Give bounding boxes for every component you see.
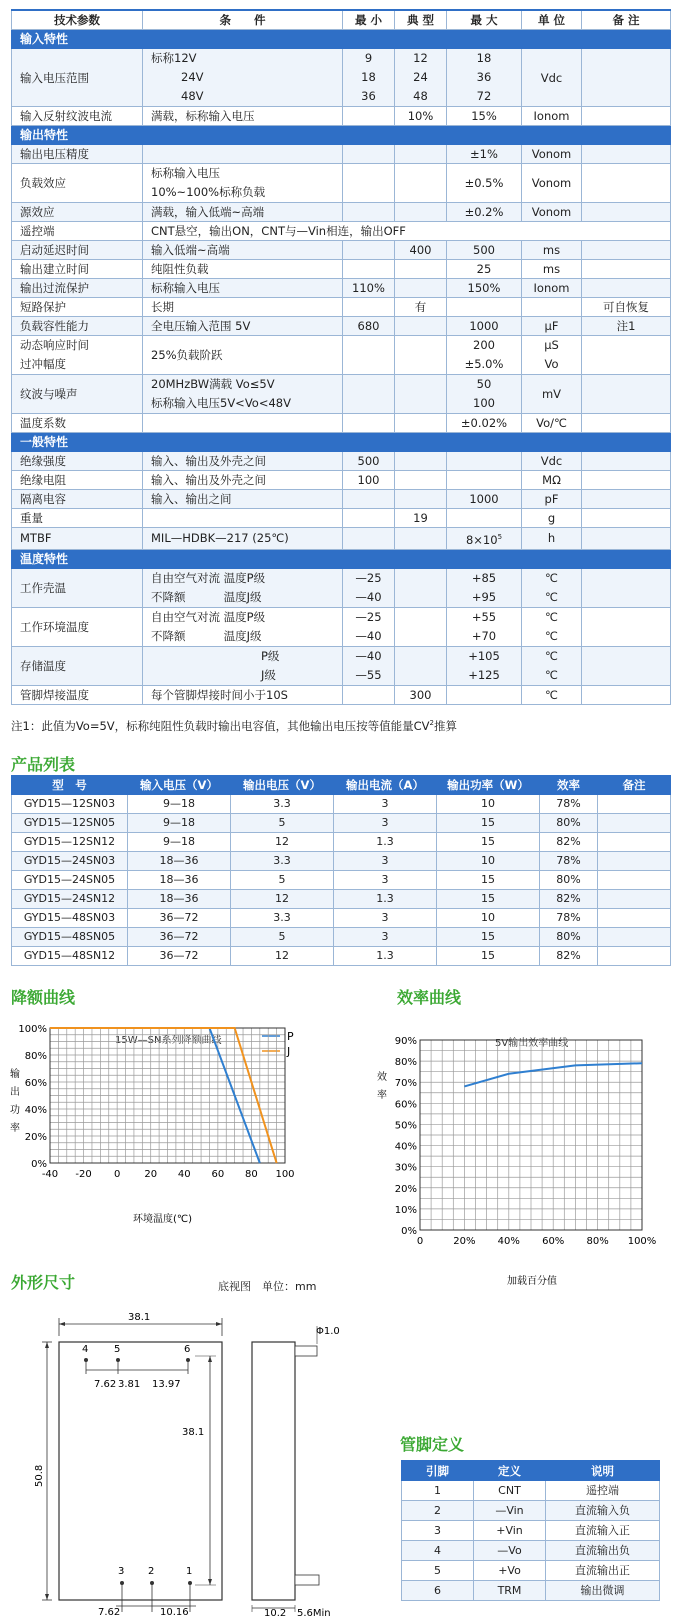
- pin-cell: TRM: [474, 1581, 546, 1601]
- section-temp: 温度特性: [12, 549, 671, 568]
- x-tick-label: 40: [177, 1169, 191, 1180]
- y-tick-label: 80%: [394, 1057, 417, 1069]
- efficiency-heading: 效率曲线: [397, 988, 462, 1007]
- param-cell: 存储温度: [12, 646, 143, 685]
- product-cell: 15: [437, 947, 540, 966]
- pin-cell: 3: [402, 1521, 474, 1541]
- product-cell: 9—18: [128, 833, 231, 852]
- unit-cell: μS Vo: [522, 336, 582, 375]
- unit-cell: pF: [522, 490, 582, 509]
- product-cell: GYD15—12SN05: [12, 814, 128, 833]
- product-header: 备注: [598, 776, 671, 795]
- product-cell: 80%: [540, 928, 598, 947]
- unit-cell: Vonom: [522, 203, 582, 222]
- product-cell: GYD15—24SN05: [12, 871, 128, 890]
- product-cell: 18—36: [128, 871, 231, 890]
- pin-label: 2: [148, 1566, 155, 1577]
- y-tick-label: 80%: [24, 1051, 47, 1062]
- product-cell: [598, 871, 671, 890]
- unit-cell: mV: [522, 375, 582, 414]
- x-tick-label: 0: [416, 1236, 424, 1247]
- cond-cell: 满载，标称输入电压: [143, 107, 343, 126]
- pin-cell: 遥控端: [546, 1481, 660, 1501]
- unit-cell: ℃: [522, 685, 582, 704]
- dimension-drawing: [30, 1300, 370, 1617]
- y-tick-label: 10%: [394, 1204, 417, 1216]
- typ-cell: 12 24 48: [395, 49, 447, 107]
- param-cell: 工作环境温度: [12, 607, 143, 646]
- param-cell: 遥控端: [12, 222, 143, 241]
- product-cell: 15: [437, 814, 540, 833]
- legend-p: P: [287, 1030, 294, 1043]
- spec-header: 备 注: [582, 10, 671, 30]
- param-cell: 负载容性能力: [12, 317, 143, 336]
- x-tick-label: -20: [75, 1169, 92, 1180]
- dim-13-97: 13.97: [152, 1379, 181, 1390]
- product-cell: [598, 852, 671, 871]
- product-cell: 12: [231, 833, 334, 852]
- side-pin-top: [295, 1346, 317, 1356]
- pin-cell: —Vin: [474, 1501, 546, 1521]
- x-tick-label: 0: [113, 1169, 121, 1180]
- pin-header: 引脚: [402, 1461, 474, 1481]
- max-cell: $8\times 10^5$: [447, 528, 522, 550]
- y-tick-label: 30%: [394, 1162, 417, 1174]
- table-row: [12, 871, 671, 890]
- product-cell: 10: [437, 909, 540, 928]
- product-cell: 80%: [540, 871, 598, 890]
- param-cell: 纹波与噪声: [12, 375, 143, 414]
- y-tick-label: 0%: [31, 1159, 47, 1170]
- pin-header: 定义: [474, 1461, 546, 1481]
- product-cell: 15: [437, 833, 540, 852]
- pin-cell: 6: [402, 1581, 474, 1601]
- product-cell: [598, 833, 671, 852]
- pin-cell: 4: [402, 1541, 474, 1561]
- cond-cell: P级 J级: [143, 646, 343, 685]
- pin-cell: 直流输入正: [546, 1521, 660, 1541]
- unit-cell: Ionom: [522, 107, 582, 126]
- spec-table: [11, 9, 671, 705]
- cond-cell: 自由空气对流 温度P级 不降额 温度J级: [143, 568, 343, 607]
- product-cell: 1.3: [334, 833, 437, 852]
- pin-cell: CNT: [474, 1481, 546, 1501]
- spec-header: 技术参数: [12, 10, 143, 30]
- min-cell: —25 —40: [343, 568, 395, 607]
- svg-text:功: 功: [10, 1105, 20, 1116]
- cond-cell: 长期: [143, 298, 343, 317]
- derating-legend: [262, 1030, 294, 1058]
- unit-cell: ℃ ℃: [522, 568, 582, 607]
- product-cell: 82%: [540, 947, 598, 966]
- param-cell: 输出过流保护: [12, 279, 143, 298]
- max-cell: +55 +70: [447, 607, 522, 646]
- table-row: [402, 1561, 660, 1581]
- product-cell: 15: [437, 928, 540, 947]
- product-cell: 36—72: [128, 947, 231, 966]
- product-list-heading: 产品列表: [11, 755, 76, 774]
- dim-5-6min: 5.6Min: [297, 1608, 331, 1617]
- param-cell: 隔离电容: [12, 490, 143, 509]
- y-tick-label: 40%: [24, 1105, 47, 1116]
- unit-cell: g: [522, 509, 582, 528]
- efficiency-ylabel: [377, 1070, 387, 1101]
- note-cell: 可自恢复: [582, 298, 671, 317]
- product-cell: 18—36: [128, 890, 231, 909]
- max-cell: ±0.2%: [447, 203, 522, 222]
- y-tick-label: 60%: [394, 1099, 417, 1111]
- cond-cell: 标称输入电压: [143, 279, 343, 298]
- product-header: 输出电压（V）: [231, 776, 334, 795]
- y-tick-label: 70%: [394, 1078, 417, 1090]
- product-table: [11, 775, 671, 966]
- product-cell: 80%: [540, 814, 598, 833]
- svg-text:率: 率: [10, 1123, 20, 1134]
- pin-cell: 直流输入负: [546, 1501, 660, 1521]
- product-cell: 10: [437, 852, 540, 871]
- max-cell: +105 +125: [447, 646, 522, 685]
- product-cell: 15: [437, 890, 540, 909]
- param-input-voltage: 输入电压范围: [12, 49, 143, 107]
- product-cell: 3: [334, 928, 437, 947]
- product-cell: GYD15—24SN03: [12, 852, 128, 871]
- product-cell: 5: [231, 871, 334, 890]
- y-tick-label: 0%: [401, 1226, 417, 1237]
- pin-label: 5: [114, 1344, 121, 1355]
- unit-cell: MΩ: [522, 471, 582, 490]
- unit-cell: μF: [522, 317, 582, 336]
- unit-cell: ℃ ℃: [522, 646, 582, 685]
- product-cell: 82%: [540, 890, 598, 909]
- max-cell: 18 36 72: [447, 49, 522, 107]
- product-cell: 18—36: [128, 852, 231, 871]
- product-cell: 3: [334, 871, 437, 890]
- param-cell: 输出电压精度: [12, 145, 143, 164]
- table-row: [12, 909, 671, 928]
- x-tick-label: 60%: [542, 1236, 565, 1247]
- dim-7-62-top: 7.62: [94, 1379, 117, 1390]
- pin-header: 说明: [546, 1461, 660, 1481]
- spec-header: 条 件: [143, 10, 343, 30]
- spec-header: 典 型: [395, 10, 447, 30]
- max-cell: 1000: [447, 317, 522, 336]
- product-header: 型 号: [12, 776, 128, 795]
- cond-cell: MIL—HDBK—217 (25℃): [143, 528, 343, 550]
- param-cell: 绝缘电阻: [12, 471, 143, 490]
- x-tick-label: -40: [41, 1169, 59, 1180]
- param-cell: 绝缘强度: [12, 452, 143, 471]
- max-cell: 25: [447, 260, 522, 279]
- pin-cell: 直流输出负: [546, 1541, 660, 1561]
- product-cell: 3: [334, 795, 437, 814]
- product-cell: 10: [437, 795, 540, 814]
- table-row: [12, 852, 671, 871]
- pin-def-heading: 管脚定义: [400, 1435, 465, 1454]
- param-cell: 重量: [12, 509, 143, 528]
- product-header: 效率: [540, 776, 598, 795]
- min-cell: 9 18 36: [343, 49, 395, 107]
- cond-cell: 25%负载阶跃: [143, 336, 343, 375]
- product-cell: 5: [231, 928, 334, 947]
- footnote: 注1：此值为Vo=5V，标称纯阻性负载时输出电容值，其他输出电压按等值能量$CV^2$推算: [11, 719, 458, 733]
- min-cell: 110%: [343, 279, 395, 298]
- y-tick-label: 50%: [394, 1120, 417, 1132]
- product-cell: GYD15—48SN05: [12, 928, 128, 947]
- pin-cell: 5: [402, 1561, 474, 1581]
- product-cell: 3.3: [231, 909, 334, 928]
- pin-label: 6: [184, 1344, 191, 1355]
- product-cell: [598, 814, 671, 833]
- pin-label: 1: [186, 1566, 193, 1577]
- cond-cell: 输入低端~高端: [143, 241, 343, 260]
- product-cell: 78%: [540, 909, 598, 928]
- unit-cell: Vonom: [522, 145, 582, 164]
- product-cell: GYD15—12SN03: [12, 795, 128, 814]
- x-tick-label: 20: [144, 1169, 158, 1180]
- typ-cell: 300: [395, 685, 447, 704]
- pin-label: 4: [82, 1344, 89, 1355]
- y-tick-label: 60%: [24, 1078, 47, 1089]
- product-header: 输出功率（W）: [437, 776, 540, 795]
- pin-cell: 1: [402, 1481, 474, 1501]
- efficiency-chart: [370, 1020, 680, 1290]
- product-cell: 9—18: [128, 814, 231, 833]
- max-cell: ±0.5%: [447, 164, 522, 203]
- param-cell: 负载效应: [12, 164, 143, 203]
- product-cell: 12: [231, 890, 334, 909]
- cond-cell: 20MHzBW满载 Vo≤5V 标称输入电压5V<Vo<48V: [143, 375, 343, 414]
- cond-cell: 输入、输出之间: [143, 490, 343, 509]
- dimensions-subtitle: 底视图 单位：mm: [218, 1280, 317, 1293]
- dim-3-81: 3.81: [118, 1379, 141, 1390]
- table-row: [402, 1481, 660, 1501]
- cond-cell: 输入、输出及外壳之间: [143, 471, 343, 490]
- dim-pin-diameter: Φ1.0: [316, 1326, 340, 1337]
- product-cell: [598, 947, 671, 966]
- product-cell: GYD15—48SN12: [12, 947, 128, 966]
- x-tick-label: 20%: [453, 1236, 476, 1247]
- note-cell: 注1: [582, 317, 671, 336]
- product-cell: 1.3: [334, 947, 437, 966]
- pin-table: [401, 1460, 660, 1601]
- table-row: [12, 947, 671, 966]
- cond-cell: 标称输入电压 10%~100%标称负载: [143, 164, 343, 203]
- min-cell: —40 —55: [343, 646, 395, 685]
- derating-heading: 降额曲线: [11, 988, 76, 1007]
- derating-xlabel: 环境温度(℃): [133, 1214, 193, 1225]
- cond-cell: CNT悬空，输出ON，CNT与—Vin相连，输出OFF: [143, 222, 671, 241]
- product-cell: 1.3: [334, 890, 437, 909]
- product-cell: 9—18: [128, 795, 231, 814]
- table-row: [12, 833, 671, 852]
- unit-cell: ℃ ℃: [522, 607, 582, 646]
- unit-cell: Vdc: [522, 49, 582, 107]
- product-cell: GYD15—24SN12: [12, 890, 128, 909]
- product-cell: 36—72: [128, 909, 231, 928]
- dim-10-16: 10.16: [160, 1607, 189, 1617]
- typ-cell: 19: [395, 509, 447, 528]
- unit-cell: h: [522, 528, 582, 550]
- unit-cell: ms: [522, 260, 582, 279]
- pin-cell: 直流输出正: [546, 1561, 660, 1581]
- unit-cell: ms: [522, 241, 582, 260]
- param-cell: MTBF: [12, 528, 143, 550]
- param-cell: 输出建立时间: [12, 260, 143, 279]
- max-cell: 15%: [447, 107, 522, 126]
- dim-height: 50.8: [34, 1464, 45, 1487]
- table-row: [12, 928, 671, 947]
- module-body-bottom-view: [59, 1342, 222, 1600]
- table-row: [402, 1501, 660, 1521]
- cond-cell: 输入、输出及外壳之间: [143, 452, 343, 471]
- product-cell: [598, 928, 671, 947]
- svg-text:输: 输: [10, 1069, 20, 1080]
- product-cell: 15: [437, 871, 540, 890]
- max-cell: 500: [447, 241, 522, 260]
- product-cell: 3.3: [231, 795, 334, 814]
- derating-ylabel: [10, 1067, 20, 1134]
- min-cell: 500: [343, 452, 395, 471]
- table-row: [12, 795, 671, 814]
- unit-cell: Vonom: [522, 164, 582, 203]
- spec-header: 最 大: [447, 10, 522, 30]
- unit-cell: Vo/℃: [522, 414, 582, 433]
- table-row: [12, 814, 671, 833]
- min-cell: —25 —40: [343, 607, 395, 646]
- param-cell: 工作壳温: [12, 568, 143, 607]
- product-cell: [598, 890, 671, 909]
- product-cell: GYD15—12SN12: [12, 833, 128, 852]
- svg-text:出: 出: [10, 1087, 20, 1098]
- x-tick-label: 80%: [586, 1236, 609, 1247]
- max-cell: 50 100: [447, 375, 522, 414]
- max-cell: ±1%: [447, 145, 522, 164]
- table-row: [12, 890, 671, 909]
- pin-cell: +Vo: [474, 1561, 546, 1581]
- dim-7-62-bottom: 7.62: [98, 1607, 121, 1617]
- spec-header-row: [12, 10, 671, 30]
- max-cell: ±0.02%: [447, 414, 522, 433]
- dim-38-1-vertical: 38.1: [182, 1427, 205, 1438]
- x-tick-label: 60: [211, 1169, 225, 1180]
- param-cell: 动态响应时间 过冲幅度: [12, 336, 143, 375]
- product-cell: [598, 909, 671, 928]
- max-cell: +85 +95: [447, 568, 522, 607]
- pin-cell: 输出微调: [546, 1581, 660, 1601]
- product-cell: 3.3: [231, 852, 334, 871]
- min-cell: 680: [343, 317, 395, 336]
- unit-cell: Vdc: [522, 452, 582, 471]
- dim-width: 38.1: [128, 1312, 151, 1323]
- cond-cell: 全电压输入范围 5V: [143, 317, 343, 336]
- param-cell: 温度系数: [12, 414, 143, 433]
- svg-text:率: 率: [377, 1090, 387, 1101]
- product-cell: 78%: [540, 795, 598, 814]
- table-row: [402, 1541, 660, 1561]
- efficiency-xlabel: 加载百分值: [507, 1276, 557, 1287]
- cond-cell: 标称12V 24V 48V: [143, 49, 343, 107]
- product-cell: 36—72: [128, 928, 231, 947]
- param-cell: 输入反射纹波电流: [12, 107, 143, 126]
- dimensions-heading: 外形尺寸: [11, 1273, 76, 1292]
- cond-cell: 满载，输入低端~高端: [143, 203, 343, 222]
- table-row: [402, 1521, 660, 1541]
- typ-cell: 有: [395, 298, 447, 317]
- legend-j: J: [287, 1045, 291, 1058]
- spec-header: 单 位: [522, 10, 582, 30]
- min-cell: 100: [343, 471, 395, 490]
- product-cell: GYD15—48SN03: [12, 909, 128, 928]
- product-header: 输出电流（A）: [334, 776, 437, 795]
- side-pin-bottom: [295, 1575, 319, 1585]
- y-tick-label: 90%: [394, 1036, 417, 1047]
- y-tick-label: 20%: [24, 1132, 47, 1143]
- y-tick-label: 100%: [18, 1024, 47, 1035]
- x-tick-label: 40%: [497, 1236, 520, 1247]
- dim-10-2: 10.2: [264, 1608, 287, 1617]
- product-cell: 3: [334, 909, 437, 928]
- section-general: 一般特性: [12, 433, 671, 452]
- typ-cell: 10%: [395, 107, 447, 126]
- product-cell: 3: [334, 814, 437, 833]
- product-cell: 3: [334, 852, 437, 871]
- cond-cell: 纯阻性负载: [143, 260, 343, 279]
- pin-cell: +Vin: [474, 1521, 546, 1541]
- section-input: 输入特性: [12, 30, 671, 49]
- table-row: [402, 1581, 660, 1601]
- param-cell: 短路保护: [12, 298, 143, 317]
- param-cell: 源效应: [12, 203, 143, 222]
- spec-header: 最 小: [343, 10, 395, 30]
- product-cell: 78%: [540, 852, 598, 871]
- pin-label: 3: [118, 1566, 125, 1577]
- max-cell: 1000: [447, 490, 522, 509]
- x-tick-label: 100%: [627, 1236, 657, 1247]
- derating-chart-title: 15W—SN系列降额曲线: [115, 1035, 222, 1046]
- cond-cell: 自由空气对流 温度P级 不降额 温度J级: [143, 607, 343, 646]
- product-cell: [598, 795, 671, 814]
- typ-cell: 400: [395, 241, 447, 260]
- module-body-side-view: [252, 1342, 295, 1600]
- svg-text:效: 效: [377, 1072, 387, 1083]
- max-cell: 150%: [447, 279, 522, 298]
- derating-chart: [0, 1020, 320, 1240]
- max-cell: 200 ±5.0%: [447, 336, 522, 375]
- product-header: 输入电压（V）: [128, 776, 231, 795]
- x-tick-label: 80: [245, 1169, 258, 1180]
- efficiency-chart-title: 5V输出效率曲线: [495, 1038, 569, 1049]
- pin-cell: —Vo: [474, 1541, 546, 1561]
- param-cell: 管脚焊接温度: [12, 685, 143, 704]
- unit-cell: Ionom: [522, 279, 582, 298]
- y-tick-label: 20%: [394, 1183, 417, 1195]
- product-cell: 82%: [540, 833, 598, 852]
- section-output: 输出特性: [12, 126, 671, 145]
- x-tick-label: 100: [275, 1169, 295, 1180]
- param-cell: 启动延迟时间: [12, 241, 143, 260]
- cond-cell: 每个管脚焊接时间小于10S: [143, 685, 343, 704]
- product-cell: 12: [231, 947, 334, 966]
- product-cell: 5: [231, 814, 334, 833]
- pin-cell: 2: [402, 1501, 474, 1521]
- y-tick-label: 40%: [394, 1141, 417, 1153]
